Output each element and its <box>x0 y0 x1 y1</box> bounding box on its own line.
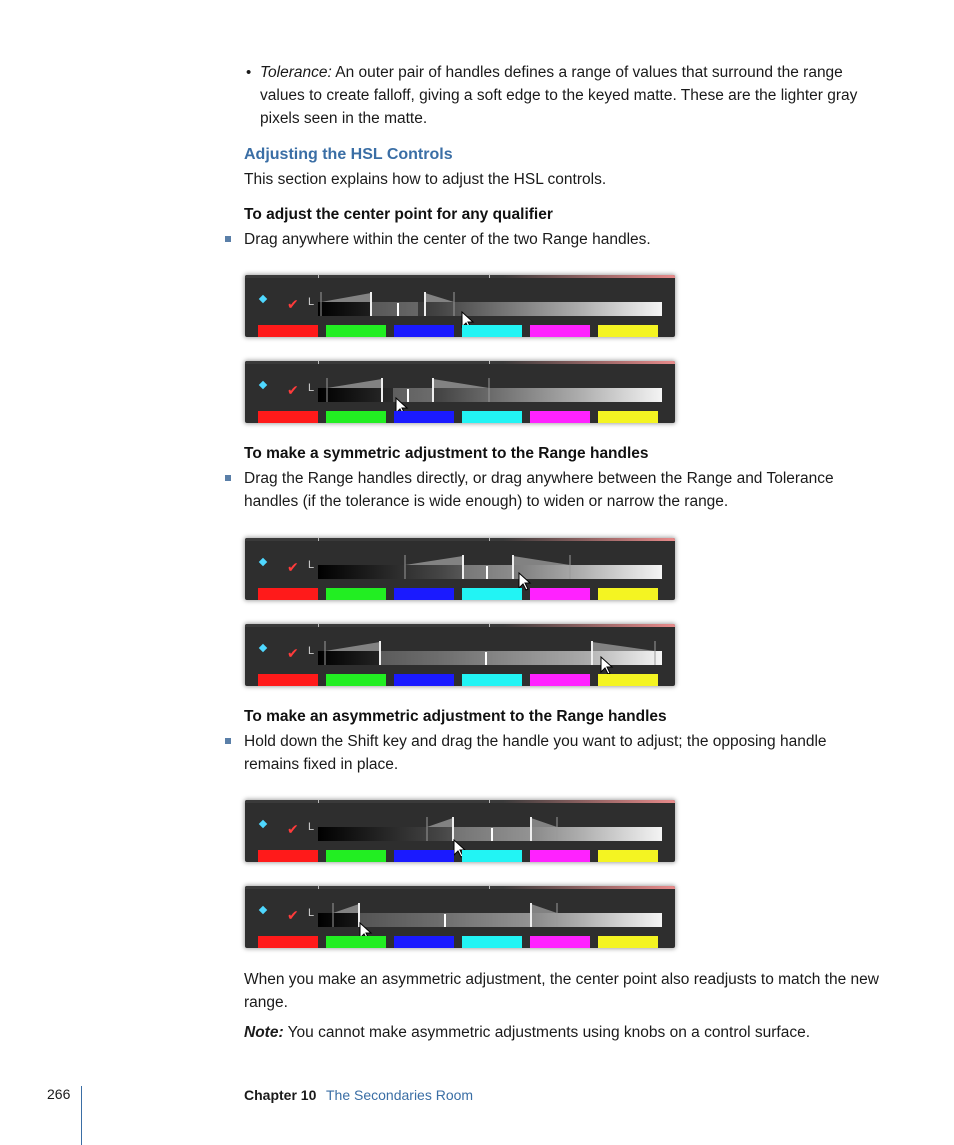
color-swatch[interactable] <box>530 674 590 686</box>
range-band <box>372 302 418 316</box>
qualifier-screenshot-1 <box>245 275 675 337</box>
color-swatch[interactable] <box>258 325 318 337</box>
color-swatch[interactable] <box>326 936 386 948</box>
square-bullet <box>225 236 231 242</box>
color-swatch[interactable] <box>598 674 658 686</box>
footer-chapter-title: The Secondaries Room <box>326 1087 474 1103</box>
section-heading: Adjusting the HSL Controls <box>244 146 453 163</box>
tolerance-ramp-right <box>592 642 655 651</box>
tolerance-ramp-right <box>531 904 557 913</box>
bullet-marker: • <box>246 64 252 81</box>
note-paragraph <box>244 1021 884 1044</box>
color-swatch[interactable] <box>326 674 386 686</box>
color-swatch[interactable] <box>462 674 522 686</box>
channel-letter: L <box>308 645 315 657</box>
tolerance-ramp-left <box>325 642 380 651</box>
mouse-pointer-icon <box>601 657 612 674</box>
color-swatch[interactable] <box>462 850 522 862</box>
color-swatch[interactable] <box>598 411 658 423</box>
footer-chapter: Chapter 10 <box>244 1087 317 1103</box>
color-swatch[interactable] <box>258 850 318 862</box>
color-swatch[interactable] <box>258 411 318 423</box>
tolerance-ramp-right <box>513 556 570 565</box>
tolerance-paragraph <box>260 61 880 130</box>
enable-check-icon: ✔ <box>287 821 299 837</box>
color-swatch[interactable] <box>462 325 522 337</box>
qualifier-screenshot-6 <box>245 886 675 948</box>
color-swatch[interactable] <box>394 588 454 600</box>
square-bullet <box>225 475 231 481</box>
color-swatch[interactable] <box>258 588 318 600</box>
task-heading-symmetric: To make a symmetric adjustment to the Range handles <box>244 445 649 462</box>
note-label: Note: <box>244 1024 284 1041</box>
color-swatch[interactable] <box>258 674 318 686</box>
channel-letter: L <box>308 821 315 833</box>
color-swatch[interactable] <box>598 325 658 337</box>
square-bullet <box>225 738 231 744</box>
qualifier-screenshot-2 <box>245 361 675 423</box>
section-intro: This section explains how to adjust the HSL controls. <box>244 171 607 188</box>
page-number: 266 <box>47 1086 71 1102</box>
task-step-symmetric: Drag the Range handles directly, or drag anywhere between the Range and Tolerance handles (if the tolerance is wide enough) to widen or narrow the range. <box>244 470 834 510</box>
channel-letter: L <box>308 296 315 308</box>
footer-divider <box>81 1086 82 1145</box>
color-swatch[interactable] <box>598 850 658 862</box>
tolerance-ramp-right <box>433 379 489 388</box>
color-swatch[interactable] <box>394 411 454 423</box>
closing-paragraph: When you make an asymmetric adjustment, the center point also readjusts to match the new range. <box>244 971 879 1011</box>
color-swatch[interactable] <box>394 850 454 862</box>
tolerance-text: An outer pair of handles defines a range of values that surround the range values to create falloff, giving a soft edge to the keyed matte. These are the lighter gray pixels seen in the matte. <box>260 64 858 127</box>
color-swatch[interactable] <box>530 936 590 948</box>
qualifier-screenshot-3 <box>245 538 675 600</box>
tolerance-ramp-left <box>405 556 463 565</box>
color-swatch[interactable] <box>462 411 522 423</box>
tolerance-ramp-left <box>427 818 453 827</box>
channel-letter: L <box>308 559 315 571</box>
range-band <box>393 388 432 402</box>
tolerance-ramp-left <box>321 293 371 302</box>
tolerance-term: Tolerance: <box>260 64 332 81</box>
color-swatch[interactable] <box>326 411 386 423</box>
note-text: You cannot make asymmetric adjustments using knobs on a control surface. <box>287 1024 811 1041</box>
task-step-center: Drag anywhere within the center of the two Range handles. <box>244 231 651 248</box>
qualifier-screenshot-5 <box>245 800 675 862</box>
tolerance-ramp-right <box>425 293 454 302</box>
qualifier-screenshot-4 <box>245 624 675 686</box>
color-swatch[interactable] <box>326 588 386 600</box>
color-swatch[interactable] <box>530 588 590 600</box>
color-swatch[interactable] <box>326 850 386 862</box>
color-swatch[interactable] <box>394 325 454 337</box>
color-swatch[interactable] <box>394 936 454 948</box>
color-swatch[interactable] <box>530 850 590 862</box>
channel-letter: L <box>308 907 315 919</box>
color-swatch[interactable] <box>462 936 522 948</box>
enable-check-icon: ✔ <box>287 907 299 923</box>
color-swatch[interactable] <box>394 674 454 686</box>
color-swatch[interactable] <box>530 411 590 423</box>
task-heading-asymmetric: To make an asymmetric adjustment to the Range handles <box>244 708 667 725</box>
color-swatch[interactable] <box>462 588 522 600</box>
task-heading-center: To adjust the center point for any qualifier <box>244 206 553 223</box>
color-swatch[interactable] <box>530 325 590 337</box>
color-swatch[interactable] <box>326 325 386 337</box>
tolerance-ramp-right <box>531 818 557 827</box>
task-step-asymmetric: Hold down the Shift key and drag the handle you want to adjust; the opposing handle remains fixed in place. <box>244 733 827 773</box>
enable-check-icon: ✔ <box>287 645 299 661</box>
color-swatch[interactable] <box>598 588 658 600</box>
tolerance-ramp-left <box>327 379 382 388</box>
enable-check-icon: ✔ <box>287 382 299 398</box>
color-swatch[interactable] <box>598 936 658 948</box>
enable-check-icon: ✔ <box>287 559 299 575</box>
channel-letter: L <box>308 382 315 394</box>
enable-check-icon: ✔ <box>287 296 299 312</box>
tolerance-ramp-left <box>333 904 359 913</box>
color-swatch[interactable] <box>258 936 318 948</box>
